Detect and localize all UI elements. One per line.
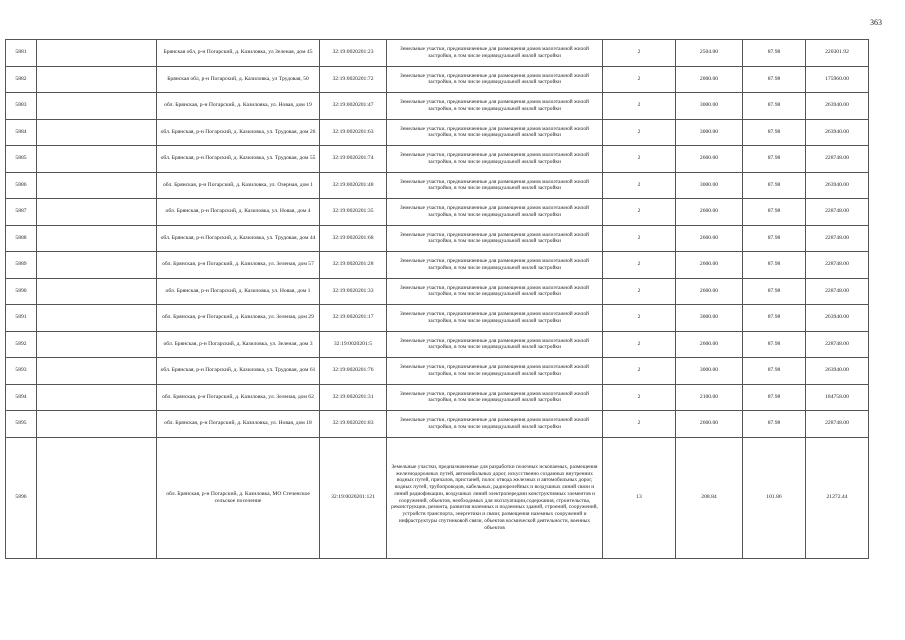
cadastral-value-cell: 184758.00	[806, 384, 869, 411]
address-cell: Брянская обл, р-н Погарский, д. Казиловка, ул Трудовая, 50	[157, 66, 320, 93]
table-body	[6, 40, 869, 559]
address-cell: Брянская обл, р-н Погарский, д. Казиловка, ул Зеленая, дом 45	[157, 40, 320, 67]
address-cell: обл. Брянская, р-н Погарский, д. Казиловка, ул. Новая, дом 4	[157, 199, 320, 226]
page-number: 363	[870, 18, 882, 27]
spacer-cell	[37, 384, 157, 411]
cadastral-value-cell: 228748.00	[806, 146, 869, 173]
spacer-cell	[37, 411, 157, 438]
row-number: 5890	[6, 278, 37, 305]
category-cell: 2	[603, 172, 676, 199]
cadastral-number-cell: 32:19:0020201:72	[320, 66, 387, 93]
row-number: 5882	[6, 66, 37, 93]
spacer-cell	[37, 119, 157, 146]
land-use-cell: Земельные участки, предназначенные для размещения домов малоэтажной жилой застройки, в том числе индивидуальной жилой застройки	[387, 119, 603, 146]
land-use-cell: Земельные участки, предназначенные для размещения домов малоэтажной жилой застройки, в том числе индивидуальной жилой застройки	[387, 40, 603, 67]
table-row	[6, 146, 869, 173]
table-row	[6, 278, 869, 305]
category-cell: 2	[603, 40, 676, 67]
category-cell: 2	[603, 411, 676, 438]
table-row	[6, 225, 869, 252]
area-cell: 2600.00	[676, 331, 743, 358]
table-row	[6, 119, 869, 146]
rate-cell: 87.98	[743, 225, 806, 252]
cadastral-number-cell: 32:19:0020201:68	[320, 225, 387, 252]
cadastral-value-cell: 228748.00	[806, 278, 869, 305]
address-cell: обл. Брянская, р-н Погарский, д. Казиловка, ул. Новая, дом 1	[157, 278, 320, 305]
category-cell: 2	[603, 278, 676, 305]
cadastral-number-cell: 32:19:0020201:35	[320, 199, 387, 226]
spacer-cell	[37, 437, 157, 558]
table-row	[6, 40, 869, 67]
address-cell: обл. Брянская, р-н Погарский, д. Казиловка, ул. Трудовая, дом 26	[157, 119, 320, 146]
cadastral-number-cell: 32:19:0020201:33	[320, 278, 387, 305]
category-cell: 2	[603, 66, 676, 93]
row-number: 5885	[6, 146, 37, 173]
category-cell: 2	[603, 358, 676, 385]
row-number: 5891	[6, 305, 37, 332]
spacer-cell	[37, 252, 157, 279]
cadastral-value-cell: 263940.00	[806, 172, 869, 199]
spacer-cell	[37, 93, 157, 120]
address-cell: обл. Брянская, р-н Погарский, д. Казиловка, МО Стеченское сельское поселение	[157, 437, 320, 558]
address-cell: обл. Брянская, р-н Погарский, д. Казиловка, ул. Зеленая, дом 57	[157, 252, 320, 279]
cadastral-value-cell: 228748.00	[806, 252, 869, 279]
rate-cell: 87.98	[743, 305, 806, 332]
cadastral-value-cell: 21272.44	[806, 437, 869, 558]
row-number: 5889	[6, 252, 37, 279]
table-row	[6, 384, 869, 411]
cadastral-value-cell: 263940.00	[806, 93, 869, 120]
cadastral-value-cell: 263940.00	[806, 119, 869, 146]
category-cell: 2	[603, 93, 676, 120]
row-number: 5883	[6, 93, 37, 120]
cadastral-value-cell: 228748.00	[806, 199, 869, 226]
land-use-cell: Земельные участки, предназначенные для размещения домов малоэтажной жилой застройки, в том числе индивидуальной жилой застройки	[387, 384, 603, 411]
row-number: 5893	[6, 358, 37, 385]
area-cell: 208.84	[676, 437, 743, 558]
land-use-cell: Земельные участки, предназначенные для разработки полезных ископаемых, размещения железнодорожных путей, автомобильных дорог, искусственно созданных внутренних водных путей, причалов, пристаней, полос отвода железных и автомобильных дорог, водных путей, трубопроводов, кабельных, радиорелейных и воздушных линий связи и линий радиофикации, воздушных линий электропередачи конструктивных элементов и сооружений, объектов, необходимых для эксплуатации,содержания, строительства, реконструкции, ремонта, развития наземных и подземных зданий, строений, сооружений, устройств транспорта, энергетики и связи; размещения наземных сооружений и инфраструктуры спутниковой связи, объектов космической деятельности, военных объектов	[387, 437, 603, 558]
area-cell: 3000.00	[676, 358, 743, 385]
address-cell: обл. Брянская, р-н Погарский, д. Казиловка, ул. Зеленая, дом 62	[157, 384, 320, 411]
area-cell: 2600.00	[676, 225, 743, 252]
spacer-cell	[37, 358, 157, 385]
table-row	[6, 358, 869, 385]
cadastral-number-cell: 32:19:0020201:74	[320, 146, 387, 173]
cadastral-value-cell: 228748.00	[806, 411, 869, 438]
address-cell: обл. Брянская, р-н Погарский, д. Казиловка, ул. Трудовая, дом 61	[157, 358, 320, 385]
address-cell: обл. Брянская, р-н Погарский, д. Казиловка, ул. Трудовая, дом 55	[157, 146, 320, 173]
category-cell: 2	[603, 305, 676, 332]
rate-cell: 101.86	[743, 437, 806, 558]
rate-cell: 87.98	[743, 358, 806, 385]
rate-cell: 87.98	[743, 252, 806, 279]
rate-cell: 87.98	[743, 93, 806, 120]
area-cell: 3000.00	[676, 172, 743, 199]
land-registry-table	[5, 39, 869, 559]
area-cell: 2600.00	[676, 278, 743, 305]
area-cell: 2600.00	[676, 411, 743, 438]
cadastral-number-cell: 32:19:0020201:5	[320, 331, 387, 358]
land-use-cell: Земельные участки, предназначенные для размещения домов малоэтажной жилой застройки, в том числе индивидуальной жилой застройки	[387, 66, 603, 93]
cadastral-number-cell: 32:19:0020201:121	[320, 437, 387, 558]
category-cell: 2	[603, 146, 676, 173]
table-row	[6, 305, 869, 332]
row-number: 5886	[6, 172, 37, 199]
row-number: 5888	[6, 225, 37, 252]
land-use-cell: Земельные участки, предназначенные для размещения домов малоэтажной жилой застройки, в том числе индивидуальной жилой застройки	[387, 331, 603, 358]
rate-cell: 87.98	[743, 384, 806, 411]
cadastral-number-cell: 32:19:0020201:28	[320, 252, 387, 279]
rate-cell: 87.98	[743, 172, 806, 199]
rate-cell: 87.98	[743, 146, 806, 173]
area-cell: 2000.00	[676, 66, 743, 93]
row-number: 5881	[6, 40, 37, 67]
category-cell: 2	[603, 119, 676, 146]
area-cell: 2100.00	[676, 384, 743, 411]
table-row	[6, 331, 869, 358]
table-row	[6, 411, 869, 438]
category-cell: 2	[603, 331, 676, 358]
area-cell: 2600.00	[676, 252, 743, 279]
cadastral-number-cell: 32:19:0020201:17	[320, 305, 387, 332]
spacer-cell	[37, 66, 157, 93]
cadastral-number-cell: 32:19:0020201:47	[320, 93, 387, 120]
area-cell: 2600.00	[676, 199, 743, 226]
spacer-cell	[37, 172, 157, 199]
spacer-cell	[37, 331, 157, 358]
cadastral-value-cell: 263940.00	[806, 305, 869, 332]
land-use-cell: Земельные участки, предназначенные для размещения домов малоэтажной жилой застройки, в том числе индивидуальной жилой застройки	[387, 199, 603, 226]
cadastral-number-cell: 32:19:0020201:23	[320, 40, 387, 67]
table-row	[6, 437, 869, 558]
land-use-cell: Земельные участки, предназначенные для размещения домов малоэтажной жилой застройки, в том числе индивидуальной жилой застройки	[387, 278, 603, 305]
cadastral-number-cell: 32:19:0020201:83	[320, 411, 387, 438]
address-cell: обл. Брянская, р-н Погарский, д. Казиловка, ул. Зеленая, дом 3	[157, 331, 320, 358]
rate-cell: 87.98	[743, 411, 806, 438]
land-use-cell: Земельные участки, предназначенные для размещения домов малоэтажной жилой застройки, в том числе индивидуальной жилой застройки	[387, 358, 603, 385]
row-number: 5884	[6, 119, 37, 146]
rate-cell: 87.98	[743, 66, 806, 93]
address-cell: обл. Брянская, р-н Погарский, д. Казиловка, ул. Озерная, дом 1	[157, 172, 320, 199]
area-cell: 2504.00	[676, 40, 743, 67]
land-use-cell: Земельные участки, предназначенные для размещения домов малоэтажной жилой застройки, в том числе индивидуальной жилой застройки	[387, 93, 603, 120]
category-cell: 2	[603, 252, 676, 279]
land-use-cell: Земельные участки, предназначенные для размещения домов малоэтажной жилой застройки, в том числе индивидуальной жилой застройки	[387, 225, 603, 252]
address-cell: обл. Брянская, р-н Погарский, д. Казиловка, ул. Трудовая, дом 44	[157, 225, 320, 252]
address-cell: обл. Брянская, р-н Погарский, д. Казиловка, ул. Новая, дом 19	[157, 93, 320, 120]
table-row	[6, 172, 869, 199]
spacer-cell	[37, 278, 157, 305]
spacer-cell	[37, 40, 157, 67]
category-cell: 13	[603, 437, 676, 558]
category-cell: 2	[603, 199, 676, 226]
cadastral-value-cell: 228748.00	[806, 331, 869, 358]
spacer-cell	[37, 305, 157, 332]
category-cell: 2	[603, 225, 676, 252]
row-number: 5892	[6, 331, 37, 358]
address-cell: обл. Брянская, р-н Погарский, д. Казиловка, ул. Новая, дом 18	[157, 411, 320, 438]
row-number: 5887	[6, 199, 37, 226]
rate-cell: 87.98	[743, 199, 806, 226]
table-row	[6, 93, 869, 120]
row-number: 5894	[6, 384, 37, 411]
cadastral-value-cell: 263940.00	[806, 358, 869, 385]
table-row	[6, 66, 869, 93]
land-use-cell: Земельные участки, предназначенные для размещения домов малоэтажной жилой застройки, в том числе индивидуальной жилой застройки	[387, 146, 603, 173]
cadastral-number-cell: 32:19:0020201:31	[320, 384, 387, 411]
row-number: 5895	[6, 411, 37, 438]
area-cell: 2600.00	[676, 146, 743, 173]
rate-cell: 87.98	[743, 331, 806, 358]
land-use-cell: Земельные участки, предназначенные для размещения домов малоэтажной жилой застройки, в том числе индивидуальной жилой застройки	[387, 252, 603, 279]
address-cell: обл. Брянская, р-н Погарский, д. Казиловка, ул. Зеленая, дом 29	[157, 305, 320, 332]
spacer-cell	[37, 199, 157, 226]
rate-cell: 87.98	[743, 278, 806, 305]
spacer-cell	[37, 146, 157, 173]
land-use-cell: Земельные участки, предназначенные для размещения домов малоэтажной жилой застройки, в том числе индивидуальной жилой застройки	[387, 411, 603, 438]
row-number: 5896	[6, 437, 37, 558]
rate-cell: 87.98	[743, 119, 806, 146]
cadastral-value-cell: 228748.00	[806, 225, 869, 252]
cadastral-number-cell: 32:19:0020201:76	[320, 358, 387, 385]
cadastral-value-cell: 220301.92	[806, 40, 869, 67]
area-cell: 3000.00	[676, 305, 743, 332]
table-row	[6, 199, 869, 226]
category-cell: 2	[603, 384, 676, 411]
cadastral-number-cell: 32:19:0020201:48	[320, 172, 387, 199]
land-use-cell: Земельные участки, предназначенные для размещения домов малоэтажной жилой застройки, в том числе индивидуальной жилой застройки	[387, 172, 603, 199]
table-row	[6, 252, 869, 279]
spacer-cell	[37, 225, 157, 252]
area-cell: 3000.00	[676, 93, 743, 120]
rate-cell: 87.98	[743, 40, 806, 67]
cadastral-number-cell: 32:19:0020201:63	[320, 119, 387, 146]
land-use-cell: Земельные участки, предназначенные для размещения домов малоэтажной жилой застройки, в том числе индивидуальной жилой застройки	[387, 305, 603, 332]
area-cell: 3000.00	[676, 119, 743, 146]
cadastral-value-cell: 175960.00	[806, 66, 869, 93]
